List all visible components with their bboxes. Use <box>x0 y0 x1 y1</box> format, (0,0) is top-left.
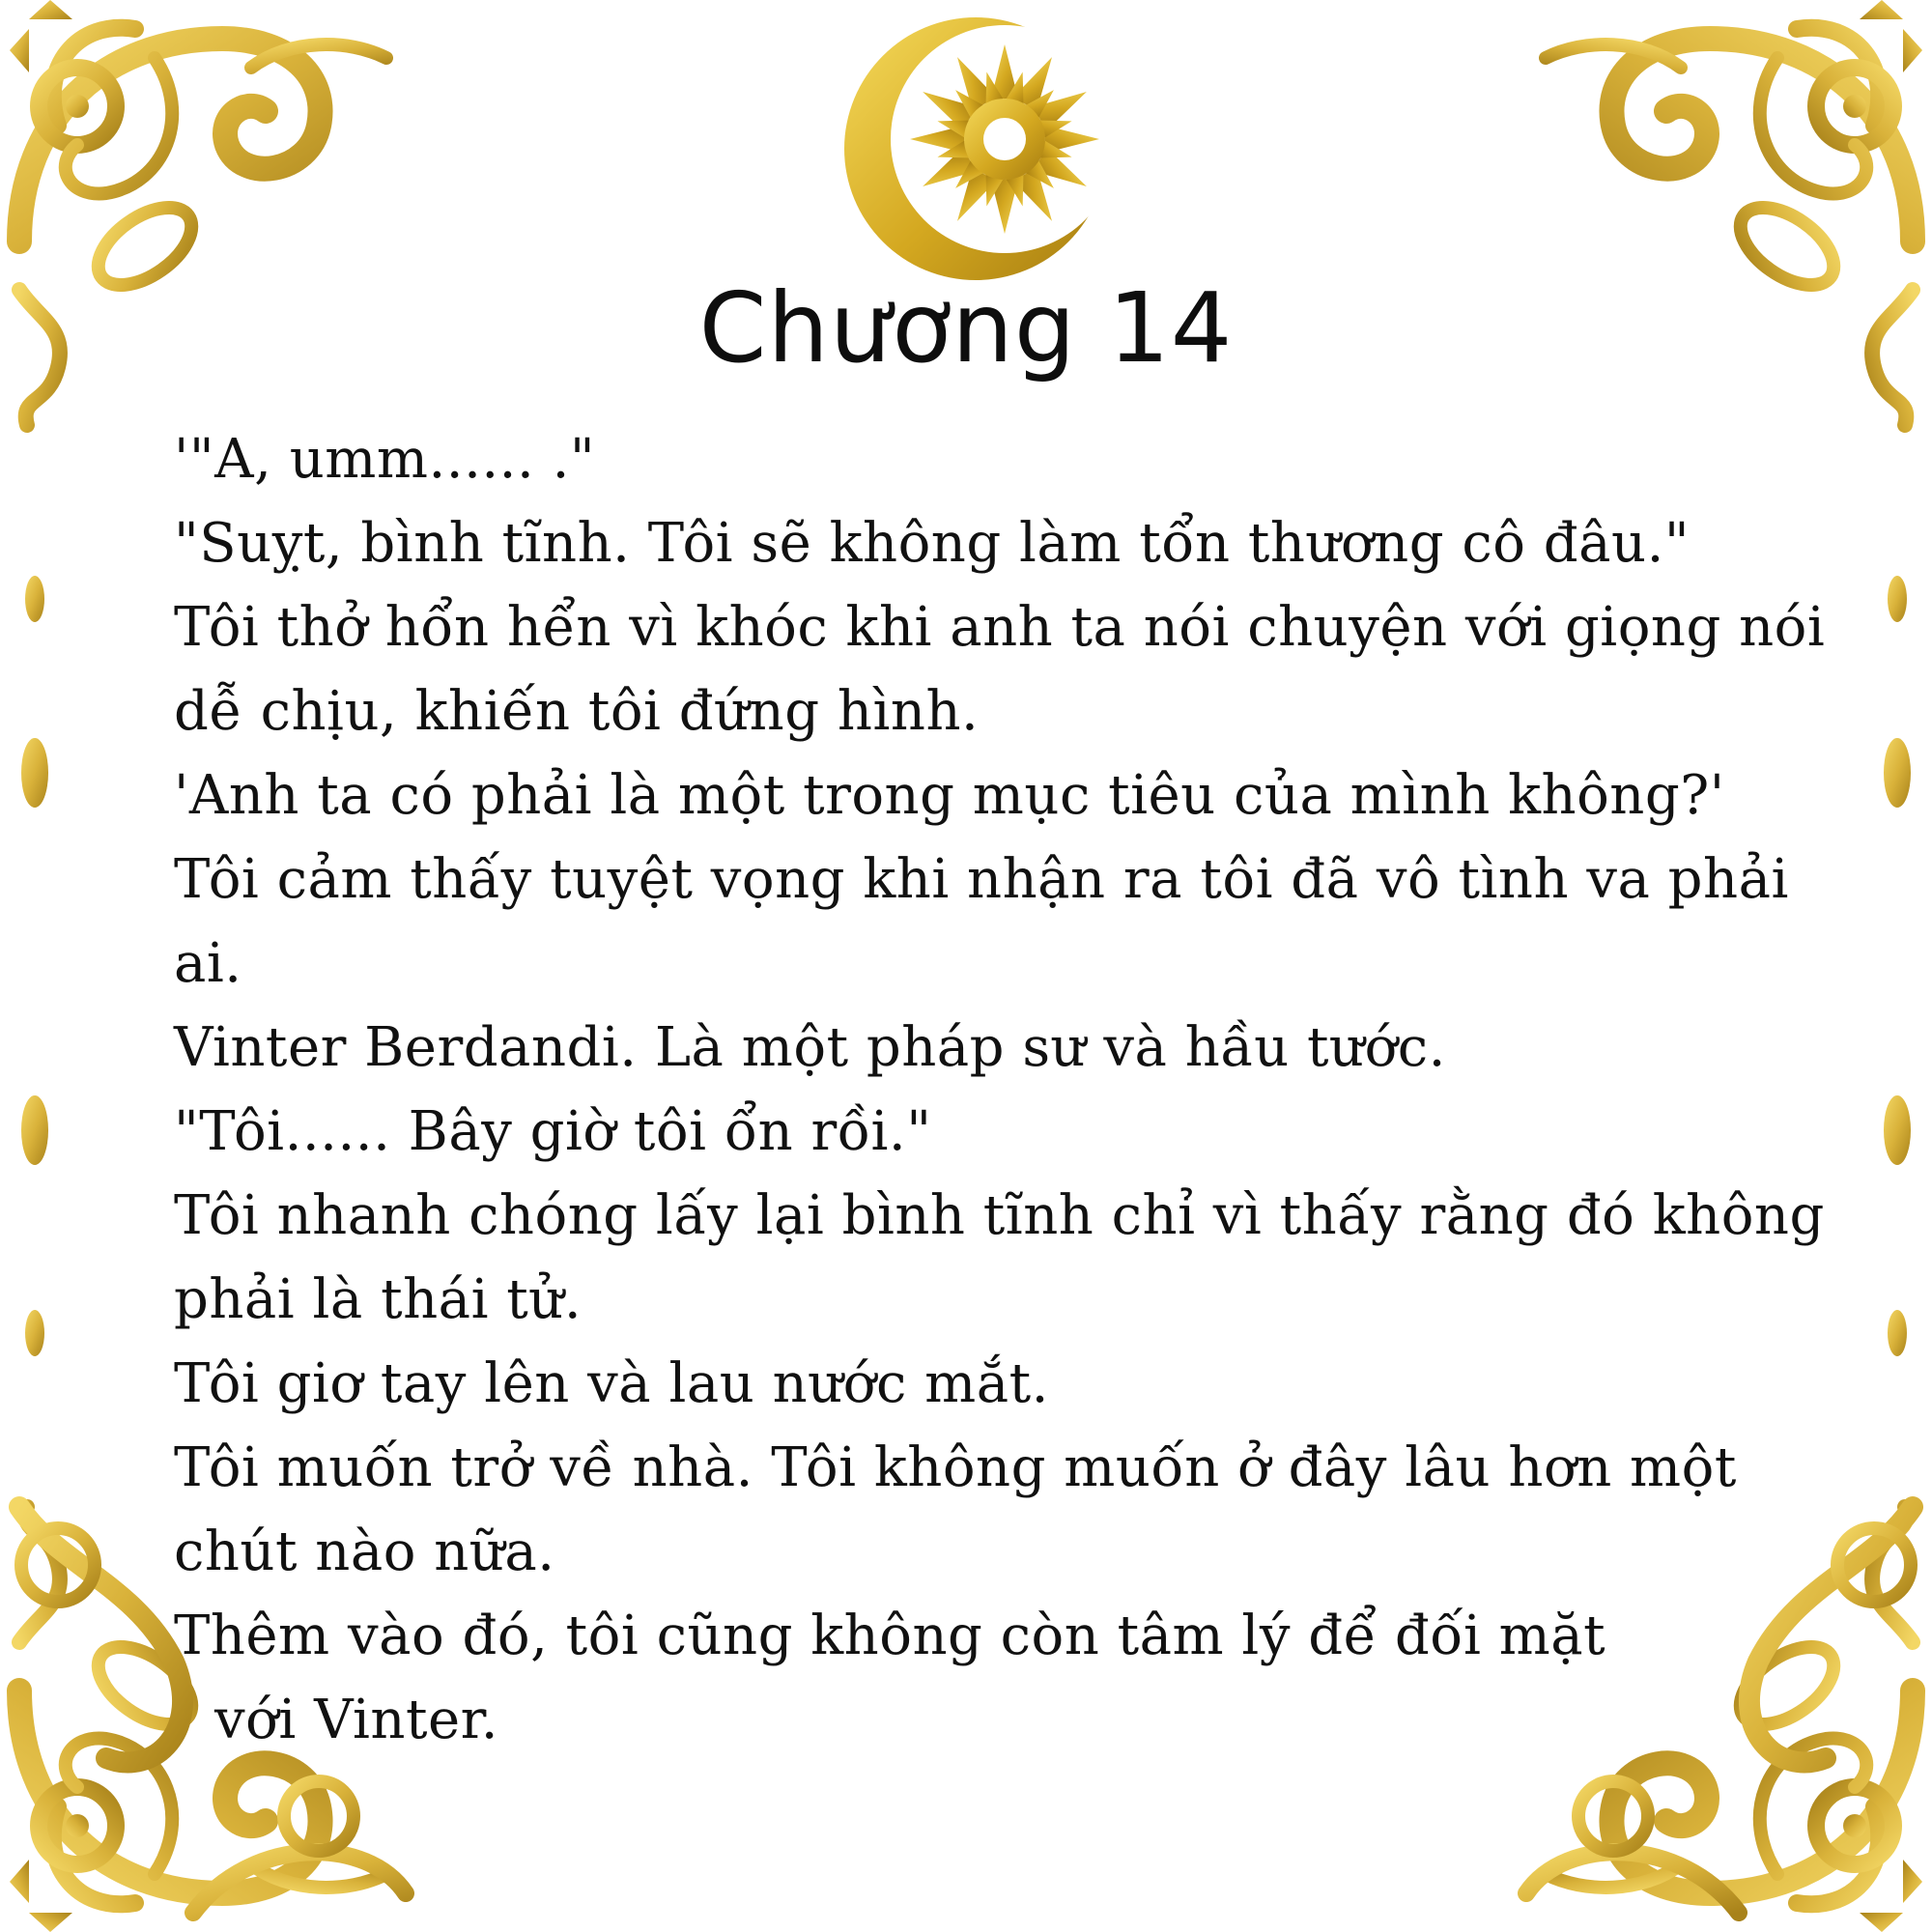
text-line: phải là thái tử. <box>174 1268 582 1331</box>
text-line: Tôi muốn trở về nhà. Tôi không muốn ở đây lâu hơn một <box>174 1436 1737 1499</box>
text-line: "Suỵt, bình tĩnh. Tôi sẽ không làm tổn thương cô đâu." <box>174 512 1690 575</box>
chapter-title: Chương 14 <box>698 271 1234 384</box>
crescent-sun-emblem-icon <box>831 14 1121 284</box>
text-line: Tôi giơ tay lên và lau nước mắt. <box>174 1352 1049 1415</box>
text-line: 'Anh ta có phải là một trong mục tiêu của mình không?' <box>174 764 1725 827</box>
text-line: với Vinter. <box>214 1689 499 1751</box>
text-line: Tôi cảm thấy tuyệt vọng khi nhận ra tôi đã vô tình va phải <box>174 848 1789 911</box>
text-line: '"A, umm...... ." <box>174 428 596 491</box>
text-line: Tôi nhanh chóng lấy lại bình tĩnh chỉ vì thấy rằng đó không <box>174 1184 1825 1247</box>
text-line: Thêm vào đó, tôi cũng không còn tâm lý để đối mặt <box>174 1605 1606 1667</box>
text-line: Tôi thở hổn hển vì khóc khi anh ta nói chuyện với giọng nói <box>174 596 1826 659</box>
text-line: "Tôi...... Bây giờ tôi ổn rồi." <box>174 1100 932 1163</box>
text-line: ai. <box>174 932 242 995</box>
text-line: Vinter Berdandi. Là một pháp sư và hầu tước. <box>174 1016 1446 1079</box>
text-line: dễ chịu, khiến tôi đứng hình. <box>174 680 980 743</box>
text-line: chút nào nữa. <box>174 1520 555 1583</box>
chapter-body <box>174 417 1874 1762</box>
